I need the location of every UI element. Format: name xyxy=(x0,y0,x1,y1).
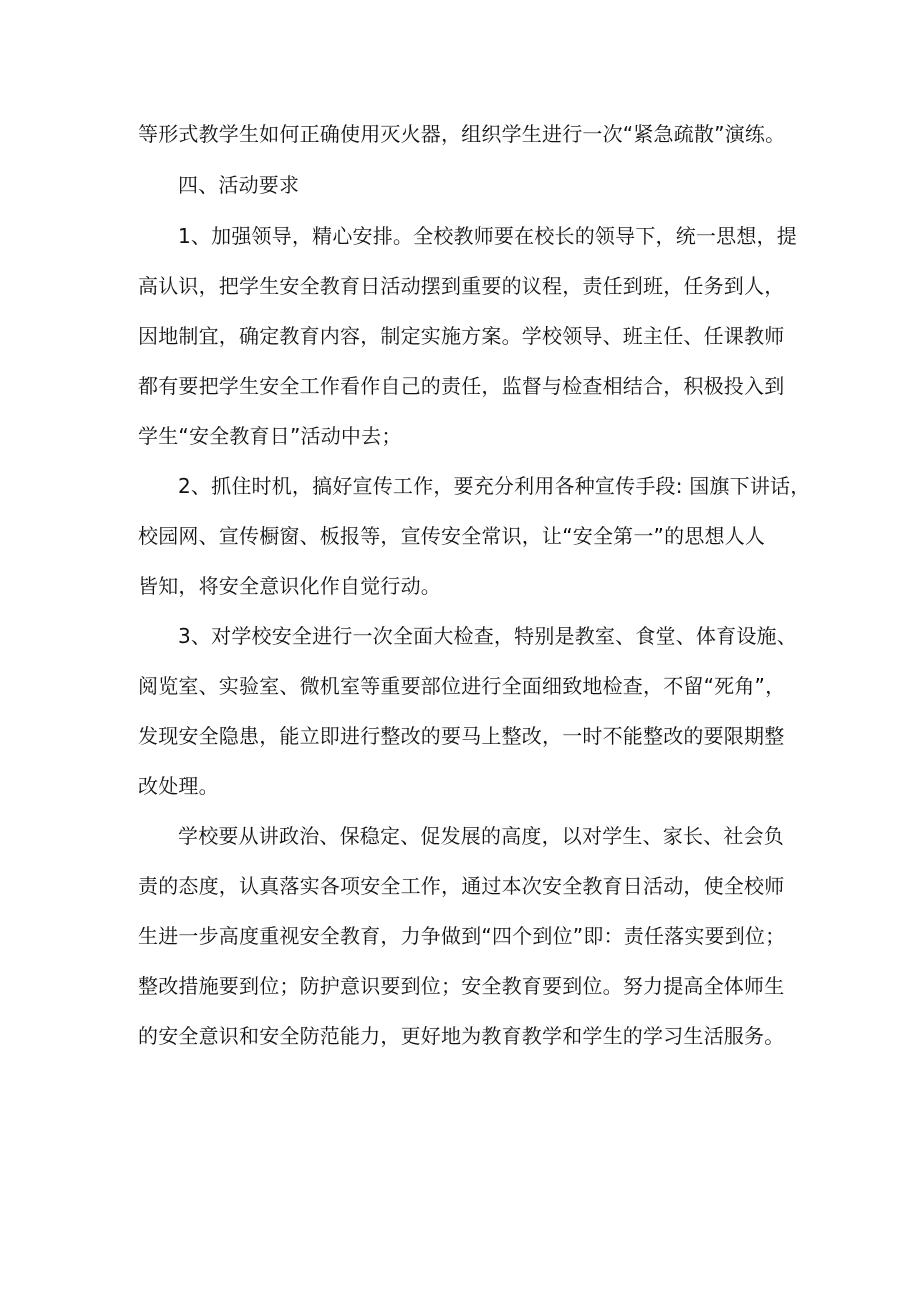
text-line: 学校要从讲政治、保稳定、促发展的高度，以对学生、家长、社会负 xyxy=(178,824,784,848)
text-line: 等形式教学生如何正确使用灭火器，组织学生进行一次“紧急疏散”演练。 xyxy=(138,122,786,146)
text-line: 2、抓住时机，搞好宣传工作，要充分利用各种宣传手段: 国旗下讲话， xyxy=(178,474,811,498)
text-line: 3、对学校安全进行一次全面大检查，特别是教室、食堂、体育设施、 xyxy=(178,624,797,648)
text-line: 生进一步高度重视安全教育，力争做到“四个到位”即：责任落实要到位； xyxy=(138,924,786,948)
text-line: 校园网、宣传橱窗、板报等，宣传安全常识，让“安全第一”的思想人人 xyxy=(138,524,766,548)
section-heading: 四、活动要求 xyxy=(178,173,300,197)
text-line: 高认识，把学生安全教育日活动摆到重要的议程，责任到班，任务到人， xyxy=(138,274,785,298)
text-line: 1、加强领导，精心安排。全校教师要在校长的领导下，统一思想，提 xyxy=(178,224,797,248)
text-line: 因地制宜，确定教育内容，制定实施方案。学校领导、班主任、任课教师 xyxy=(138,324,785,348)
text-line: 的安全意识和安全防范能力，更好地为教育教学和学生的学习生活服务。 xyxy=(138,1024,785,1048)
text-line: 阅览室、实验室、微机室等重要部位进行全面细致地检查，不留“死角”， xyxy=(138,674,786,698)
text-line: 皆知，将安全意识化作自觉行动。 xyxy=(138,574,441,598)
text-line: 整改措施要到位；防护意识要到位；安全教育要到位。努力提高全体师生 xyxy=(138,974,785,998)
text-line: 都有要把学生安全工作看作自己的责任，监督与检查相结合，积极投入到 xyxy=(138,374,785,398)
text-line: 改处理。 xyxy=(138,774,219,798)
text-line: 发现安全隐患，能立即进行整改的要马上整改，一时不能整改的要限期整 xyxy=(138,724,785,748)
text-line: 责的态度，认真落实各项安全工作，通过本次安全教育日活动，使全校师 xyxy=(138,874,785,898)
text-line: 学生“安全教育日”活动中去； xyxy=(138,424,402,448)
